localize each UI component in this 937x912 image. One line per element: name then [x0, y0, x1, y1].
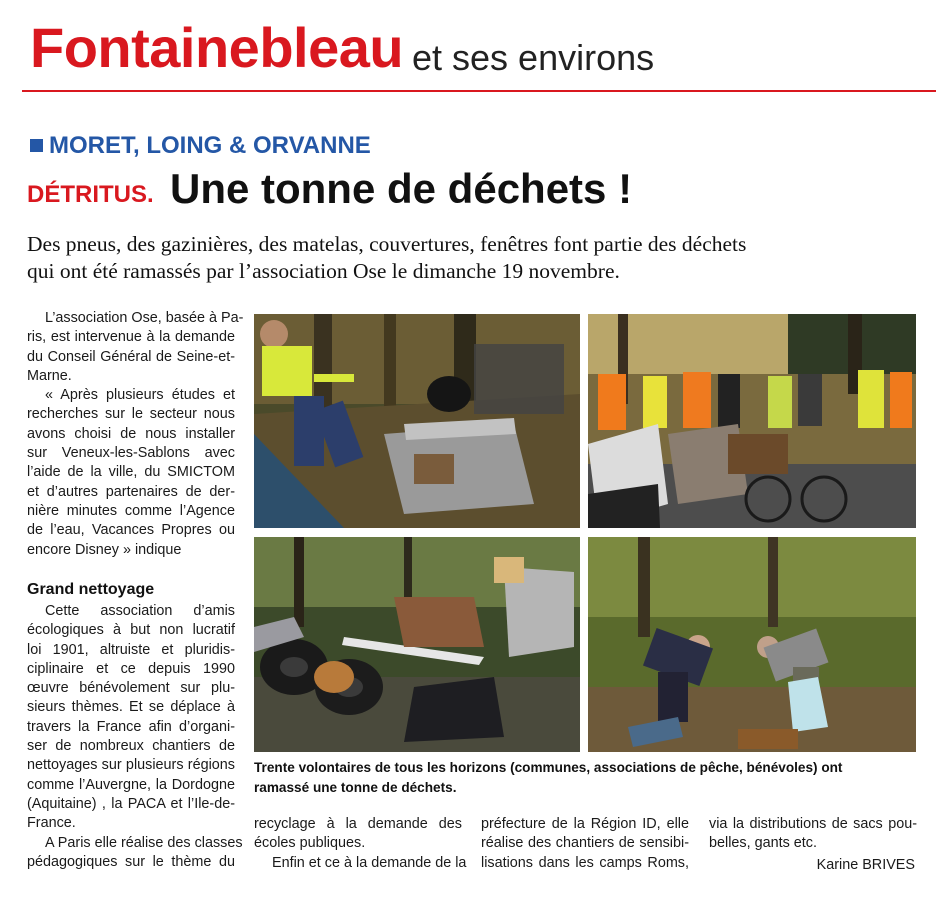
body-line: recyclage à la demande des — [254, 816, 462, 832]
body-line: travers la France afin d’organi- — [27, 718, 235, 735]
photo-tires-and-waste — [254, 537, 580, 752]
body-line: préfecture de la Région ID, elle — [481, 816, 689, 832]
body-line: réalise des chantiers de sensibi- — [481, 835, 689, 852]
lead-line: Des pneus, des gazinières, des matelas, couvertures, fenêtres font partie des déchets — [27, 232, 747, 256]
body-line: France. — [27, 815, 76, 832]
body-line: Cette association d’amis — [45, 603, 235, 619]
article-column-2 — [254, 815, 467, 873]
article-headline: Une tonne de déchets ! — [170, 165, 633, 212]
body-line: nettoyages sur plusieurs régions — [27, 757, 235, 774]
body-line: belles, gants etc. — [709, 835, 817, 852]
newspaper-section-title: Fontainebleau — [30, 16, 404, 79]
body-line: loi 1901, altruiste et pluridis- — [27, 641, 235, 658]
body-line: Enfin et ce à la demande de la — [272, 854, 467, 871]
body-line: de l’eau, Vacances Propres ou — [27, 522, 235, 539]
article-lead — [27, 231, 917, 285]
body-line: du Conseil Général de Seine-et- — [27, 348, 235, 365]
caption-line: ramassé une tonne de déchets. — [254, 780, 457, 795]
section-marker-icon — [30, 139, 43, 152]
body-line: « Après plusieurs études et — [45, 387, 235, 404]
body-line: L’association Ose, basée à Pa- — [45, 310, 244, 326]
article-column-1 — [27, 309, 244, 560]
photo-caption — [254, 758, 894, 798]
caption-line: Trente volontaires de tous les horizons (communes, associations de pêche, bénévoles) ont — [254, 760, 843, 775]
body-line: ciplinaire et ce depuis 1990 — [27, 660, 235, 677]
body-line: pédagogiques sur le thème du — [27, 853, 235, 870]
article-column-3 — [481, 815, 689, 873]
article-kicker: DÉTRITUS. — [27, 181, 154, 208]
body-line: l’aide de la ville, du SMICTOM — [27, 464, 235, 481]
body-line: écologiques à but non lucratif — [27, 622, 235, 639]
section-label: MORET, LOING & ORVANNE — [49, 132, 371, 159]
body-line: recherches sur le secteur nous — [27, 406, 235, 423]
body-line: sur Veneux-les-Sablons avec — [27, 445, 235, 462]
article-subhead: Grand nettoyage — [27, 581, 155, 598]
body-line: via la distributions de sacs pou- — [709, 816, 917, 832]
body-line: nière minutes comme l’Agence — [27, 502, 235, 519]
body-line: (Aquitaine) , la PACA et l’Ile-de- — [27, 795, 235, 812]
article-column-4 — [709, 815, 917, 854]
body-line: lisations dans les camps Roms, — [481, 854, 689, 871]
body-line: ser de nombreux chantiers de — [27, 738, 235, 755]
body-line: A Paris elle réalise des classes — [45, 834, 243, 851]
body-line: sieurs thèmes. Et se déplace à — [27, 699, 235, 716]
body-line: œuvre bénévolement sur plu- — [27, 680, 235, 697]
lead-line: qui ont été ramassés par l’association Ose le dimanche 19 novembre. — [27, 259, 620, 283]
body-line: écoles publiques. — [254, 835, 366, 852]
body-line: ris, est intervenue à la demande — [27, 329, 235, 346]
photo-volunteer-group — [588, 314, 916, 528]
body-line: et d’autres partenaires de der- — [27, 483, 235, 500]
newspaper-section-subtitle: et ses environs — [412, 37, 655, 78]
article-column-1-continued — [27, 602, 243, 872]
body-line: encore Disney » indique — [27, 541, 182, 558]
header-divider — [22, 90, 936, 92]
photo-volunteers-picking-up-waste — [588, 537, 916, 752]
body-line: Marne. — [27, 367, 72, 384]
body-line: avons choisi de nous installer — [27, 425, 235, 442]
article-author: Karine BRIVES — [816, 857, 915, 873]
photo-volunteer-washing-machine — [254, 314, 580, 528]
body-line: comme l’Auvergne, la Dordogne — [27, 776, 235, 793]
